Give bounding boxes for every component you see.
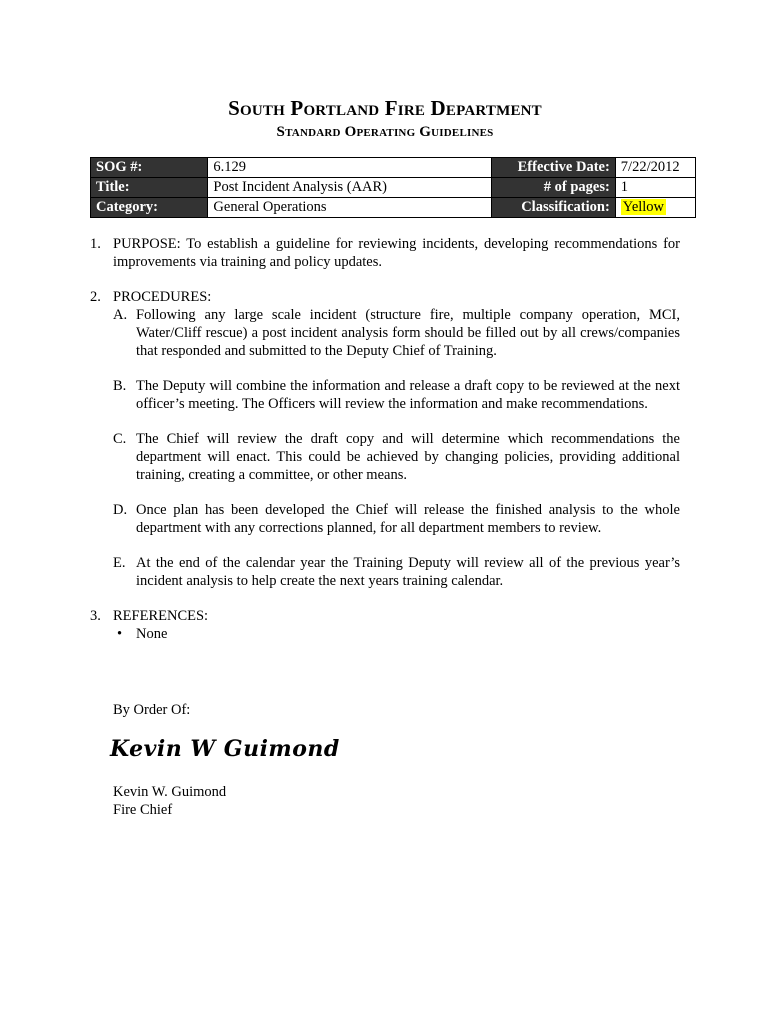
procedure-text: Once plan has been developed the Chief will release the finished analysis to the whole department with any corrections planned, for all department members to review. [136, 502, 680, 536]
classification-label: Classification: [491, 198, 615, 218]
title-label: Title: [91, 178, 208, 198]
category-label: Category: [91, 198, 208, 218]
table-row [91, 178, 696, 198]
effective-date-value: 7/22/2012 [615, 158, 695, 178]
procedure-item [113, 501, 680, 537]
purpose-text: PURPOSE: To establish a guideline for reviewing incidents, developing recommendations for improvements via training and policy updates. [113, 236, 680, 270]
reference-text: None [136, 626, 168, 642]
procedure-text: Following any large scale incident (structure fire, multiple company operation, MCI, Water/Cliff rescue) a post incident analysis form should be filled out by all crews/companies that responded and submitted to the Deputy Chief of Training. [136, 307, 680, 359]
document-body [90, 235, 680, 643]
section-number: 3. [90, 608, 101, 624]
effective-date-label: Effective Date: [491, 158, 615, 178]
purpose-section [90, 235, 680, 271]
procedure-letter: C. [113, 431, 127, 447]
sog-info-table [90, 157, 696, 218]
bullet-icon: • [117, 626, 123, 642]
procedure-text: At the end of the calendar year the Training Deputy will review all of the previous year’s incident analysis to help create the next years training calendar. [136, 555, 680, 589]
references-heading: REFERENCES: [113, 608, 209, 624]
signer-name: Kevin W. Guimond [113, 784, 227, 800]
handwritten-signature: Kevin W Guimond [110, 736, 340, 762]
procedure-item [113, 430, 680, 484]
classification-value: Yellow [622, 199, 665, 215]
pages-label: # of pages: [491, 178, 615, 198]
signer-block [113, 783, 226, 819]
procedures-section [90, 288, 680, 590]
by-order-of: By Order Of: [113, 702, 191, 718]
procedure-item [113, 554, 680, 590]
procedure-item [113, 306, 680, 360]
department-title: South Portland Fire Department [228, 96, 542, 120]
sog-number-label: SOG #: [91, 158, 208, 178]
signer-role: Fire Chief [113, 802, 173, 818]
procedure-item [113, 377, 680, 413]
section-number: 1. [90, 236, 101, 252]
title-value: Post Incident Analysis (AAR) [208, 178, 491, 198]
procedure-letter: E. [113, 555, 126, 571]
document-subtitle: Standard Operating Guidelines [276, 124, 494, 140]
classification-cell [615, 198, 695, 218]
procedure-letter: D. [113, 502, 128, 518]
procedure-letter: A. [113, 307, 128, 323]
sog-number-value: 6.129 [208, 158, 491, 178]
procedure-text: The Deputy will combine the information and release a draft copy to be reviewed at the next officer’s meeting. The Officers will review the information and make recommendations. [136, 378, 680, 412]
procedure-text: The Chief will review the draft copy and will determine which recommendations the department will enact. This could be achieved by changing policies, providing additional training, creating a committee, or other means. [136, 431, 680, 483]
pages-value: 1 [615, 178, 695, 198]
category-value: General Operations [208, 198, 491, 218]
reference-item [113, 625, 680, 643]
procedures-heading: PROCEDURES: [113, 289, 212, 305]
table-row [91, 198, 696, 218]
table-row [91, 158, 696, 178]
procedure-letter: B. [113, 378, 127, 394]
section-number: 2. [90, 289, 101, 305]
references-section [90, 607, 680, 643]
